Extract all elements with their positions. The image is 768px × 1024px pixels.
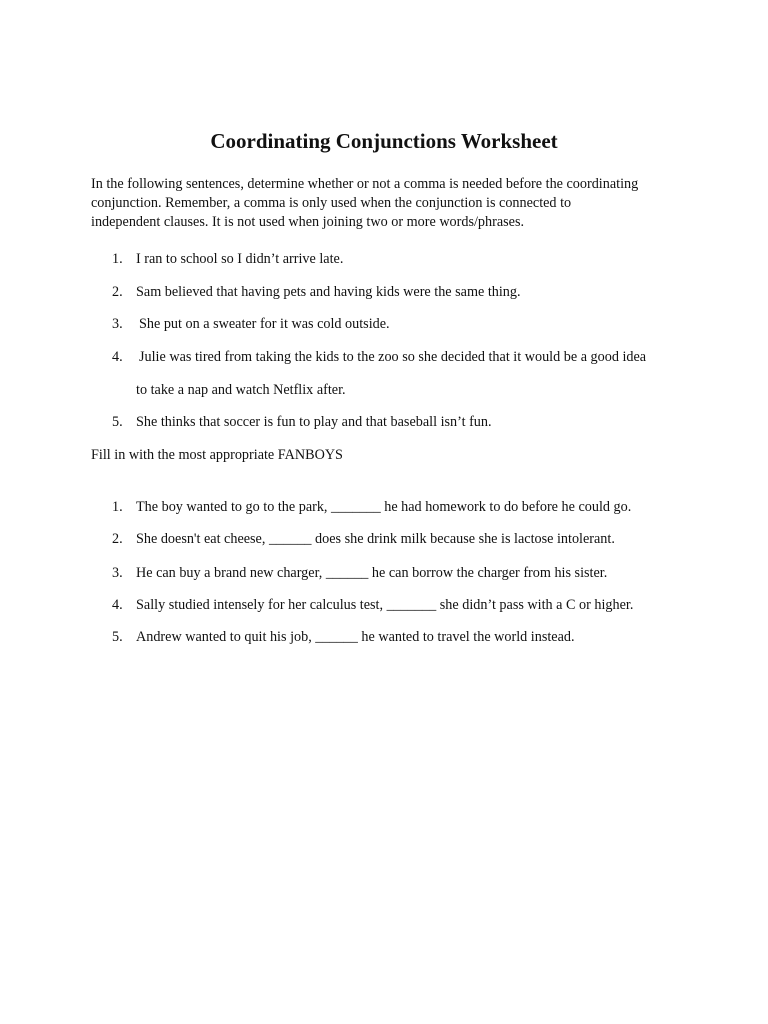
item-number: 5. bbox=[112, 629, 123, 645]
instructions-line: conjunction. Remember, a comma is only used when the conjunction is connected to bbox=[91, 195, 572, 211]
item-number: 4. bbox=[112, 597, 123, 613]
item-text: Sam believed that having pets and having kids were the same thing. bbox=[136, 284, 521, 300]
item-number: 3. bbox=[112, 316, 123, 332]
item-number: 4. bbox=[112, 349, 123, 365]
item-number: 2. bbox=[112, 284, 123, 300]
item-text: to take a nap and watch Netflix after. bbox=[136, 382, 346, 398]
item-text: I ran to school so I didn’t arrive late. bbox=[136, 251, 344, 267]
instructions-line: In the following sentences, determine whether or not a comma is needed before the coordinating bbox=[91, 176, 639, 192]
instructions bbox=[91, 175, 691, 232]
item-text: Julie was tired from taking the kids to the zoo so she decided that it would be a good idea bbox=[139, 349, 647, 365]
item-text: She thinks that soccer is fun to play and that baseball isn’t fun. bbox=[136, 414, 492, 430]
item-text: She doesn't eat cheese, ______ does she drink milk because she is lactose intolerant. bbox=[136, 531, 615, 547]
instructions-line: independent clauses. It is not used when joining two or more words/phrases. bbox=[91, 214, 525, 230]
item-number: 3. bbox=[112, 565, 123, 581]
item-number: 1. bbox=[112, 251, 123, 267]
item-number: 1. bbox=[112, 499, 123, 515]
item-text: Sally studied intensely for her calculus test, _______ she didn’t pass with a C or higher. bbox=[136, 597, 634, 613]
item-text: He can buy a brand new charger, ______ he can borrow the charger from his sister. bbox=[136, 565, 608, 581]
item-text: She put on a sweater for it was cold outside. bbox=[139, 316, 390, 332]
item-text: Andrew wanted to quit his job, ______ he wanted to travel the world instead. bbox=[136, 629, 575, 645]
item-text: The boy wanted to go to the park, _______ he had homework to do before he could go. bbox=[136, 499, 632, 515]
item-number: 5. bbox=[112, 414, 123, 430]
section-heading: Fill in with the most appropriate FANBOYS bbox=[91, 447, 343, 463]
item-number: 2. bbox=[112, 531, 123, 547]
page-title: Coordinating Conjunctions Worksheet bbox=[210, 129, 558, 153]
